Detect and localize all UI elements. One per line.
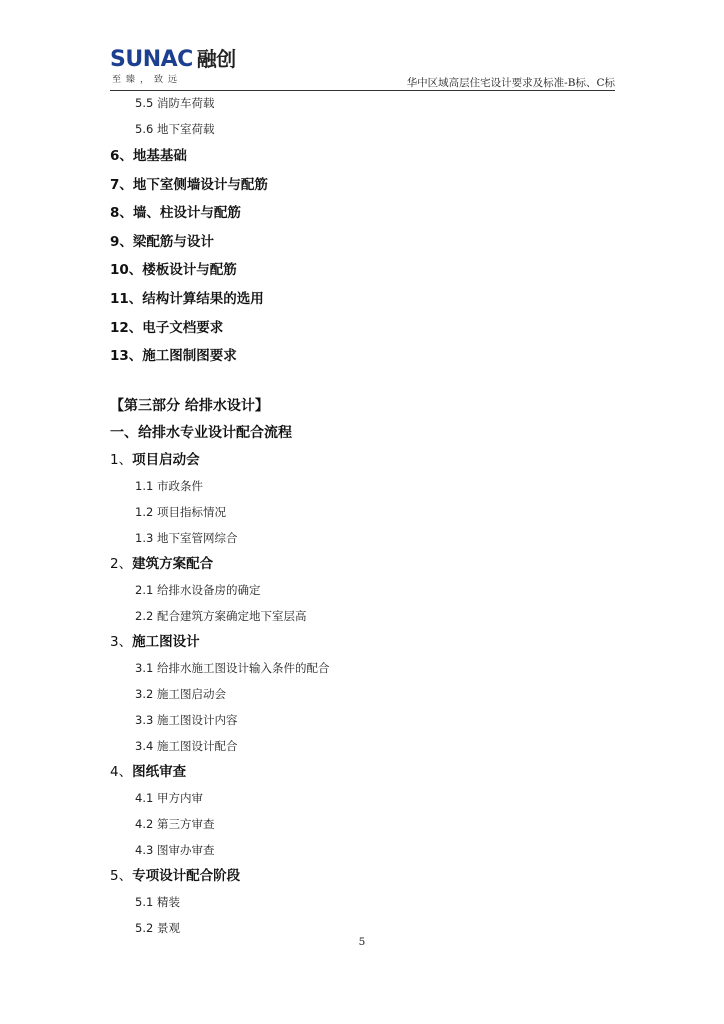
toc-subitem[interactable]: 1.3 地下室管网综合 <box>135 530 238 545</box>
toc-heading-text: 项目启动会 <box>132 451 200 468</box>
toc-heading[interactable] <box>110 447 615 473</box>
toc-subitem[interactable]: 4.2 第三方审查 <box>135 816 215 831</box>
toc-heading[interactable]: 10、楼板设计与配筋 <box>110 262 237 279</box>
toc-heading-number: 2、 <box>110 555 133 572</box>
logo-chinese: 融创 <box>196 47 236 71</box>
page-number: 5 <box>358 936 366 948</box>
logo-slogan: 至臻，致远 <box>112 75 183 85</box>
sunac-logo <box>110 46 240 90</box>
toc-subitem[interactable]: 1.1 市政条件 <box>135 478 203 493</box>
toc-subitem[interactable]: 1.2 项目指标情况 <box>135 504 226 519</box>
section-title: 一、给排水专业设计配合流程 <box>110 424 292 441</box>
toc-subitem[interactable]: 3.1 给排水施工图设计输入条件的配合 <box>135 660 330 675</box>
toc-subitem[interactable]: 5.2 景观 <box>135 920 180 935</box>
toc-heading-text: 施工图设计 <box>132 633 200 650</box>
toc-subitem[interactable]: 2.1 给排水设备房的确定 <box>135 582 261 597</box>
logo-english: SUNAC <box>110 47 193 72</box>
toc-heading-text: 建筑方案配合 <box>132 555 214 572</box>
toc-subitem[interactable]: 3.4 施工图设计配合 <box>135 738 238 753</box>
toc-subitem[interactable]: 3.2 施工图启动会 <box>135 686 226 701</box>
toc-plumbing-section <box>110 447 615 941</box>
toc-subitem[interactable]: 3.3 施工图设计内容 <box>135 712 238 727</box>
part-title: 【第三部分 给排水设计】 <box>110 397 269 414</box>
toc-heading[interactable]: 7、地下室侧墙设计与配筋 <box>110 176 268 193</box>
toc-heading[interactable]: 6、地基基础 <box>110 148 187 164</box>
toc-heading[interactable]: 11、结构计算结果的选用 <box>110 290 264 307</box>
toc-heading[interactable]: 13、施工图制图要求 <box>110 348 237 365</box>
toc-subitem[interactable]: 2.2 配合建筑方案确定地下室层高 <box>135 608 307 623</box>
toc-heading[interactable]: 12、电子文档要求 <box>110 319 224 336</box>
toc-heading[interactable] <box>110 629 615 655</box>
toc-structure-section <box>110 90 615 371</box>
toc-heading-number: 1、 <box>110 451 133 468</box>
toc-heading[interactable]: 8、墙、柱设计与配筋 <box>110 205 241 222</box>
section-gap <box>110 371 615 393</box>
toc-subitem[interactable]: 5.5 消防车荷载 <box>135 96 215 110</box>
toc-heading-number: 4、 <box>110 763 133 780</box>
toc-heading[interactable]: 9、梁配筋与设计 <box>110 233 214 250</box>
toc-heading[interactable] <box>110 863 615 889</box>
document-title: 华中区域高层住宅设计要求及标准-B标、C标 <box>406 77 615 89</box>
logo-wordmark <box>110 46 236 73</box>
toc-heading-text: 专项设计配合阶段 <box>132 867 241 884</box>
toc-heading[interactable] <box>110 759 615 785</box>
toc-heading-number: 5、 <box>110 867 133 884</box>
toc-subitem[interactable]: 4.3 图审办审查 <box>135 842 215 857</box>
toc-subitem[interactable]: 5.6 地下室荷载 <box>135 122 215 136</box>
toc-subitem[interactable]: 4.1 甲方内审 <box>135 790 203 805</box>
toc-heading-text: 图纸审查 <box>132 763 187 780</box>
page-header <box>110 38 615 90</box>
toc-heading[interactable] <box>110 551 615 577</box>
toc-heading-number: 3、 <box>110 633 133 650</box>
table-of-contents <box>110 90 615 941</box>
toc-subitem[interactable]: 5.1 精装 <box>135 894 180 909</box>
